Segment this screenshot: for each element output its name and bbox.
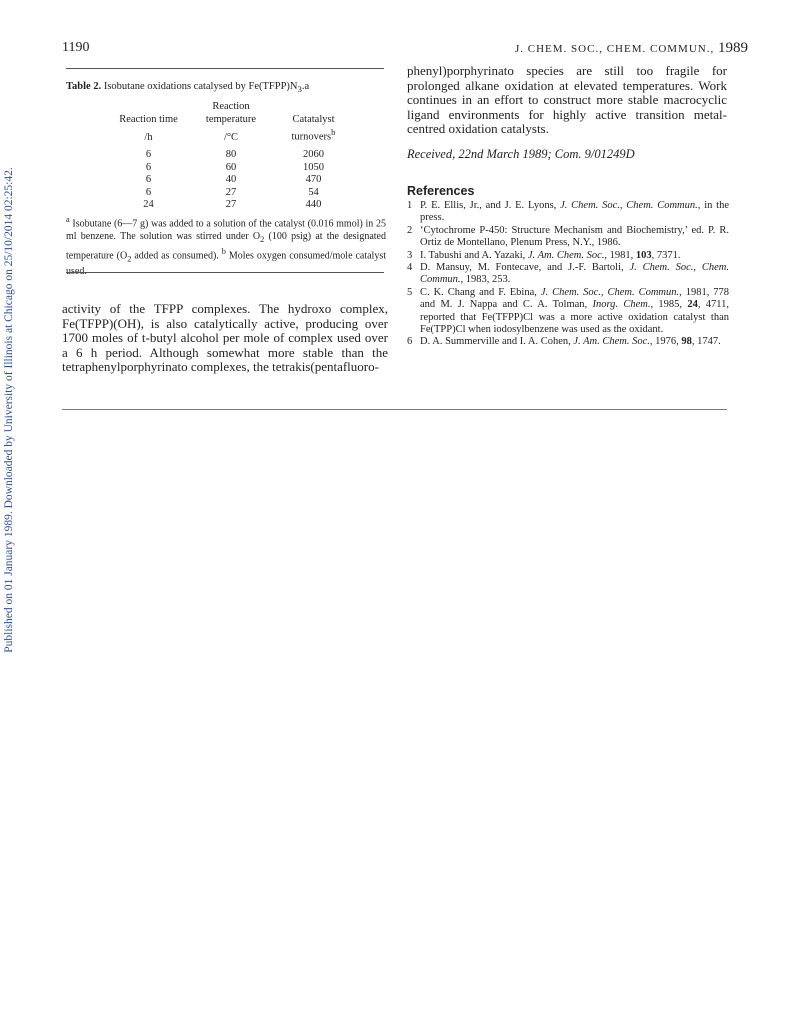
reference-text: D. Mansuy, M. Fontecave, and J.-F. Bartoli, [420,262,630,274]
table-header-cell: /°C [223,131,239,143]
table-header-cell [112,101,185,114]
table-row [112,187,350,200]
table-header-cell: /h [144,131,153,143]
table-caption [66,81,396,94]
table-header-cell: temperature [205,113,257,125]
table-cell: 40 [225,174,237,185]
table-caption-text: Isobutane oxidations catalysed by Fe(TFPP)N [103,81,298,92]
table-cell: 6 [145,149,152,160]
reference-item [407,250,729,262]
footnote-sub: 2 [260,234,265,244]
reference-text: I. Tabushi and A. Yazaki, [420,249,528,261]
journal-year: 1989 [717,40,748,56]
reference-journal: J. Chem. Soc., Chem. Commun. [420,262,729,286]
reference-text: , 1985, [650,299,688,311]
table-bottom-rule [66,272,384,273]
reference-item [407,287,729,337]
table-cell: 6 [145,161,152,173]
table-header-text: turnovers [291,131,332,143]
reference-journal: Inorg. Chem. [592,299,651,311]
table-cell: 54 [308,186,319,198]
reference-item [407,262,729,287]
table-cell: 6 [145,186,152,198]
reference-journal: J. Am. Chem. Soc. [573,336,650,348]
reference-text: P. E. Ellis, Jr., and J. E. Lyons, [420,200,561,211]
journal-name: J. CHEM. SOC., CHEM. COMMUN., [515,43,715,55]
reference-number: 4 [407,262,413,274]
reference-text: ‘Cytochrome P-450: Structure Mechanism and Biochemistry,’ ed. P. R. Ortiz de Montellano, Plenum Press, N.Y., 1986. [420,224,729,249]
table-footnote [66,214,386,278]
reference-text: , 1976, [649,336,682,348]
reference-number: 2 [407,224,413,236]
reference-volume: 98 [681,336,692,348]
table-header-cell [277,101,350,114]
reference-journal: J. Am. Chem. Soc. [527,249,605,261]
reference-text: , 1747. [691,336,721,348]
left-column-body: activity of the TFPP complexes. The hydroxo complex, Fe(TFPP)(OH), is also catalytically active, producing over 1700 moles of t-butyl alcohol per mole of complex used over a 6 h period. Although somewhat more stable than the tetraphenylporphyrinato complexes, the tetrakis(pentafluoro- [62,301,388,375]
table-cell: 60 [225,161,237,173]
table-caption-label: Table 2. [66,81,102,92]
page-number: 1190 [62,40,90,55]
table-header-cell: Reaction time [119,113,178,125]
table-cell: 6 [145,174,152,185]
page-bottom-rule [62,409,727,410]
journal-header [515,40,748,57]
reference-text: , 4711, reported that Fe(TFPP)Cl was a more active oxidation catalyst than Fe(TPP)Cl when iodosylbenzene was used as the oxidant. [420,299,729,336]
footnote-text: Isobutane (6—7 g) was added to a solution of the catalyst (0.016 mmol) in 25 ml benzene. The solution was stirred under O [66,218,386,242]
table-header-cell [277,126,350,144]
reference-volume: 103 [635,249,652,261]
footnote-text: added as consumed). [131,250,222,262]
footnote-mark-b: b [221,246,226,256]
table-header-mark: b [331,127,336,137]
table-cell: 470 [305,174,322,185]
reference-number: 6 [407,336,413,348]
reference-number: 5 [407,286,413,298]
reference-number: 1 [407,200,413,211]
footnote-text: (100 psig) at the designated temperature (O [66,230,386,262]
download-watermark: Published on 01 January 1989. Downloaded by University of Illinois at Chicago on 25/10/2014 02:25:42. [3,167,15,653]
reference-journal: J. Chem. Soc., Chem. Commun. [540,286,680,298]
reference-item [407,200,729,225]
table-row [112,162,350,175]
right-column-body: phenyl)porphyrinato species are still too fragile for prolonged alkane oxidation at elevated temperatures. Work continues in an effort to construct more stable macrocyclic ligand environments for highly active transition metal-centred oxidation catalysts. [407,63,727,137]
references-heading: References [407,184,475,198]
table-cell: 27 [225,186,237,198]
table-cell: 24 [143,199,154,210]
table-cell: 1050 [303,161,324,173]
reference-text: , 1981, [604,249,636,261]
table-caption-mark: .a [301,81,310,92]
table-cell: 440 [305,199,322,210]
table-header-cell: Reaction [212,101,250,112]
reference-text: , 7371. [651,249,681,261]
reference-item [407,225,729,250]
reference-item [407,336,729,348]
footnote-sub: 2 [127,254,132,264]
footnote-mark-a: a [66,215,70,224]
references-list [407,200,729,349]
table-header-cell: Catatalyst [292,113,335,125]
table-cell: 80 [225,149,237,160]
reference-text: C. K. Chang and F. Ebina, [420,286,541,298]
table-row [112,199,350,212]
footnote-text: Moles oxygen consumed/mole catalyst [228,250,386,262]
reference-text: , 1983, 253. [460,274,511,286]
reference-text: D. A. Summerville and I. A. Cohen, [420,336,574,348]
table-row [112,174,350,187]
received-line: Received, 22nd March 1989; Com. 9/01249D [407,147,635,161]
reference-text: , in the press. [420,200,729,224]
table-cell: 27 [225,199,237,210]
table-row [112,149,350,162]
table-cell: 2060 [303,149,324,160]
table-top-rule [66,68,384,69]
reference-text: , 1981, 778 and M. J. Nappa and C. A. Tolman, [420,286,730,311]
reference-volume: 24 [687,299,698,311]
results-table [112,101,350,212]
reference-journal: J. Chem. Soc., Chem. Commun. [560,200,698,211]
reference-number: 3 [407,249,413,261]
table-caption-sub: 3 [297,84,302,95]
